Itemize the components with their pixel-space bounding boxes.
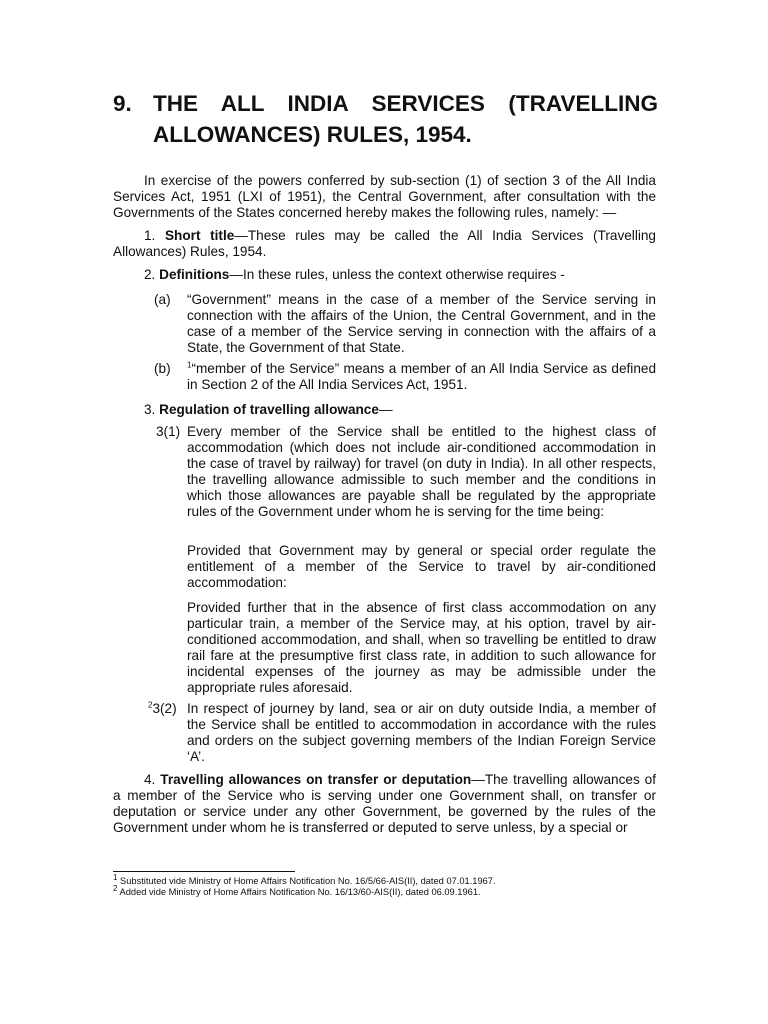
rule-1-paragraph (113, 228, 656, 260)
footnote-ref-2: 2 (148, 700, 153, 710)
footnote-1 (113, 872, 673, 887)
sub-rule-label-text: 3(2) (152, 701, 177, 716)
rule-2-text: —In these rules, unless the context otherwise requires - (229, 267, 565, 282)
clause-text-body: “member of the Service” means a member of an All India Service as defined in Section 2 of the All India Services Act, 1951. (187, 361, 656, 392)
clause-text: “Government” means in the case of a member of the Service serving in connection with the affairs of the Union, the Central Government, and in the case of a member of the Service serving in connection with the affairs of a State, the Government of that State. (187, 292, 656, 355)
page-title (113, 88, 658, 150)
proviso-2: Provided further that in the absence of first class accommodation on any particular train, a member of the Service may, at his option, travel by air-conditioned accommodation, and shall, when so travelling be entitled to draw rail fare at the presumptive first class rate, in addition to such allowance for incidental expenses of the journey as may be admissible under the appropriate rules aforesaid. (187, 600, 656, 695)
title-line-1 (113, 88, 658, 119)
sub-rule-label: 3(1) (156, 424, 181, 439)
rule-4-paragraph (113, 772, 656, 836)
footnote-2 (113, 883, 673, 898)
footnote-divider (113, 871, 295, 872)
rule-2-heading: Definitions (159, 267, 230, 282)
definition-clause-b (150, 361, 656, 393)
title-number: 9. (113, 91, 132, 116)
preamble-paragraph: In exercise of the powers conferred by sub-section (1) of section 3 of the All India Services Act, 1951 (LXI of 1951), the Central Government, after consultation with the Governments of the States concerned hereby makes the following rules, namely: — (113, 173, 656, 220)
title-line-1-text: THE ALL INDIA SERVICES (TRAVELLING (153, 91, 658, 116)
clause-label: (a) (154, 292, 171, 307)
rule-3-text: — (378, 402, 393, 417)
footnote-marker: 2 (113, 883, 118, 893)
rule-1-heading: Short title (164, 228, 235, 243)
rule-2-paragraph (113, 267, 656, 283)
footnote-ref-1: 1 (187, 360, 192, 370)
sub-rule-3-2 (150, 701, 656, 765)
sub-rule-3-1 (150, 424, 656, 520)
definition-clause-a (150, 292, 656, 356)
rule-3-heading: Regulation of travelling allowance (159, 402, 379, 417)
footnote-text: Added vide Ministry of Home Affairs Notification No. 16/13/60-AIS(II), dated 06.09.1961. (117, 887, 481, 897)
rule-3-paragraph (113, 402, 656, 418)
rule-3-number: 3. (144, 402, 156, 417)
sub-rule-text: Every member of the Service shall be entitled to the highest class of accommodation (which does not include air-conditioned accommodation in the case of travel by railway) for travel (on duty in India). In all other respects, the travelling allowance admissible to such member and the conditions in which those allowances are payable shall be regulated by the appropriate rules of the Government under whom he is serving for the time being: (187, 424, 656, 519)
title-line-2: ALLOWANCES) RULES, 1954. (153, 122, 472, 147)
rule-2-number: 2. (144, 267, 156, 282)
clause-label: (b) (154, 361, 171, 376)
footnote-text: Substituted vide Ministry of Home Affairs Notification No. 16/5/66-AIS(II), dated 07.01.1967. (117, 876, 496, 886)
rule-4-heading: Travelling allowances on transfer or deputation (160, 772, 472, 787)
sub-rule-label (148, 701, 177, 717)
proviso-1: Provided that Government may by general or special order regulate the entitlement of a member of the Service to travel by air-conditioned accommodation: (187, 543, 656, 590)
rule-4-text: —The travelling allowances of a member of the Service who is serving under one Government shall, on transfer or deputation or service under any other Government, be governed by the rules of the Government under whom he is transferred or deputed to serve unless, by a special or (113, 772, 657, 835)
rule-1-text: —These rules may be called the All India Services (Travelling Allowances) Rules, 1954. (113, 228, 656, 259)
footnote-marker: 1 (113, 872, 118, 882)
sub-rule-text: In respect of journey by land, sea or air on duty outside India, a member of the Service shall be entitled to accommodation in accordance with the rules and orders on the subject governing members of the Indian Foreign Service ‘A’. (187, 701, 656, 764)
rule-4-number: 4. (144, 772, 156, 787)
clause-text (187, 361, 656, 393)
footnotes (113, 872, 673, 898)
rule-1-number: 1. (144, 228, 156, 243)
